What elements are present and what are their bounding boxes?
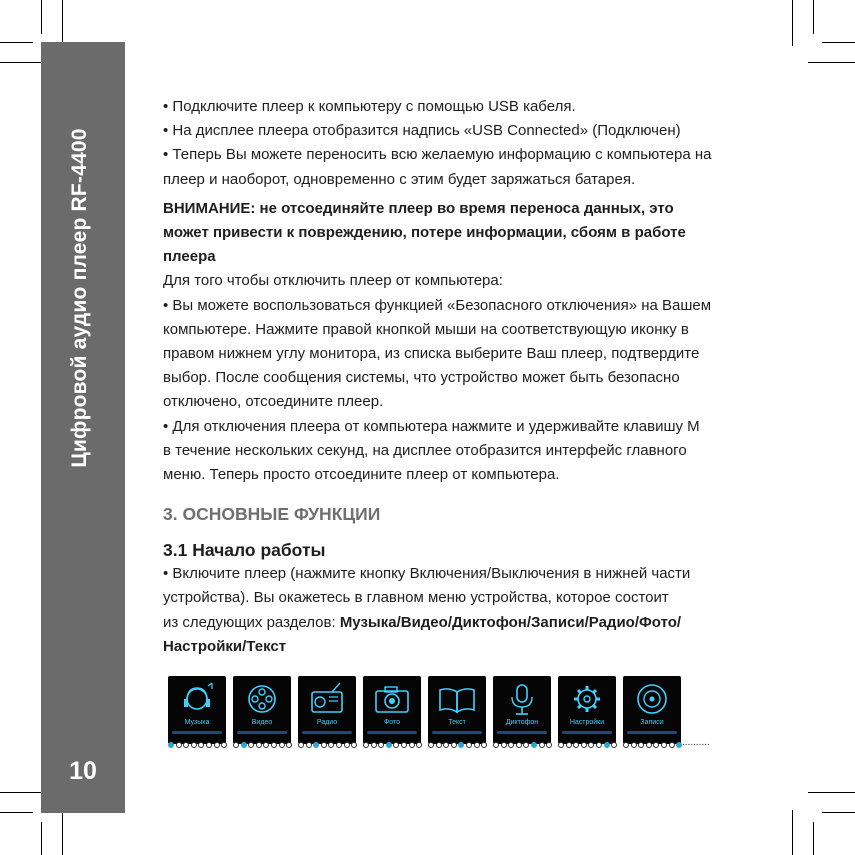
nav-dot (363, 742, 369, 748)
nav-dot (466, 742, 472, 748)
nav-dot (298, 742, 304, 748)
warning-text: ВНИМАНИЕ: не отсоединяйте плеер во время переноса данных, это (163, 199, 674, 217)
menu-tile-highlight (562, 731, 612, 734)
crop-mark (62, 0, 63, 46)
crop-mark (792, 0, 793, 46)
menu-tile-music (168, 676, 226, 744)
crop-mark (813, 822, 814, 855)
nav-dot (344, 742, 350, 748)
menu-tile-highlight (432, 731, 482, 734)
nav-dot (653, 742, 659, 748)
crop-mark (808, 62, 855, 63)
menu-tile-label: Фото (383, 719, 401, 726)
nav-dot (214, 742, 220, 748)
microphone-icon (493, 680, 551, 718)
nav-dot (401, 742, 407, 748)
nav-dot (393, 742, 399, 748)
paragraph: • Включите плеер (нажмите кнопку Включения/Выключения в нижней части (163, 565, 691, 583)
nav-dot (501, 742, 507, 748)
page-number: 10 (69, 757, 97, 785)
menu-tile-highlight (627, 731, 677, 734)
menu-tile-camera (363, 676, 421, 744)
crop-mark (0, 812, 33, 813)
nav-dot (661, 742, 667, 748)
paragraph: • На дисплее плеера отобразится надпись «USB Connected» (Подключен) (163, 122, 681, 140)
menu-tile-highlight (172, 731, 222, 734)
nav-dot (286, 742, 292, 748)
menu-tile-label: Настройки (569, 719, 605, 726)
nav-dot (458, 742, 464, 748)
nav-dot (183, 742, 189, 748)
book-icon (428, 680, 486, 718)
menu-tile-highlight (302, 731, 352, 734)
menu-tile-disc (623, 676, 681, 744)
nav-dot (386, 742, 392, 748)
paragraph: компьютере. Нажмите правой кнопкой мыши на соответствующую иконку в (163, 320, 689, 338)
crop-mark (0, 62, 46, 63)
menu-tile-radio (298, 676, 356, 744)
gear-icon (558, 680, 616, 718)
paragraph (163, 611, 763, 635)
nav-dot (176, 742, 182, 748)
crop-mark (822, 42, 855, 43)
crop-mark (0, 792, 46, 793)
paragraph: устройства). Вы окажетесь в главном меню устройства, которое состоит (163, 589, 669, 607)
menu-tile-label: Радио (316, 719, 338, 726)
paragraph: в течение нескольких секунд, на дисплее отобразится интерфейс главного (163, 441, 687, 459)
nav-dot (221, 742, 227, 748)
menu-tile-film-reel (233, 676, 291, 744)
section-heading: 3. ОСНОВНЫЕ ФУНКЦИИ (163, 504, 381, 525)
warning-text: может привести к повреждению, потере информации, сбоям в работе (163, 224, 686, 242)
menu-screens-strip (168, 676, 738, 756)
nav-dot (604, 742, 610, 748)
nav-dot (198, 742, 204, 748)
menu-tile-label: Текст (448, 719, 466, 726)
nav-dot (596, 742, 602, 748)
paragraph-text: из следующих разделов: (163, 613, 340, 631)
paragraph: • Подключите плеер к компьютеру с помощью USB кабеля. (163, 98, 576, 115)
crop-mark (62, 810, 63, 855)
nav-dot (573, 742, 579, 748)
nav-dot (638, 742, 644, 748)
nav-dot (631, 742, 637, 748)
nav-dot (493, 742, 499, 748)
nav-dot (611, 742, 617, 748)
nav-dot (436, 742, 442, 748)
nav-dot (306, 742, 312, 748)
film-reel-icon (233, 680, 291, 718)
crop-mark (813, 0, 814, 34)
nav-dot (206, 742, 212, 748)
menu-tile-label: Музыка (184, 719, 210, 726)
nav-dot (516, 742, 522, 748)
menu-tile-highlight (497, 731, 547, 734)
nav-dot (669, 742, 675, 748)
paragraph: Для того чтобы отключить плеер от компьютера: (163, 272, 503, 290)
disc-icon (623, 680, 681, 718)
nav-dot (233, 742, 239, 748)
nav-dot (623, 742, 629, 748)
nav-dot (321, 742, 327, 748)
nav-dot (546, 742, 552, 748)
menu-tile-microphone (493, 676, 551, 744)
camera-icon (363, 680, 421, 718)
menu-tile-highlight (367, 731, 417, 734)
trailing-dots: .......... (682, 737, 710, 748)
nav-dot (588, 742, 594, 748)
nav-dot (531, 742, 537, 748)
crop-mark (792, 810, 793, 855)
paragraph: отключено, отсоедините плеер. (163, 393, 384, 411)
paragraph: меню. Теперь просто отсоедините плеер от компьютера. (163, 466, 560, 484)
menu-tile-label: Диктофон (505, 719, 539, 726)
crop-mark (41, 822, 42, 855)
menu-tile-label: Записи (640, 719, 664, 726)
crop-mark (822, 812, 855, 813)
crop-mark (41, 0, 42, 34)
nav-dot (336, 742, 342, 748)
nav-dot (279, 742, 285, 748)
nav-dot (428, 742, 434, 748)
nav-dot (474, 742, 480, 748)
nav-dot (539, 742, 545, 748)
nav-dot (313, 742, 319, 748)
nav-dot (271, 742, 277, 748)
nav-dot (328, 742, 334, 748)
music-icon (168, 680, 226, 718)
nav-dot (581, 742, 587, 748)
menu-tile-highlight (237, 731, 287, 734)
nav-dot (443, 742, 449, 748)
nav-dot (508, 742, 514, 748)
nav-dot (416, 742, 422, 748)
paragraph: • Вы можете воспользоваться функцией «Безопасного отключения» на Вашем (163, 296, 712, 314)
crop-mark (0, 42, 33, 43)
nav-dot (451, 742, 457, 748)
paragraph: выбор. После сообщения системы, что устройство может быть безопасно (163, 369, 680, 387)
nav-dot (378, 742, 384, 748)
sidebar-title-text: Цифровой аудио плеер RF-4400 (68, 128, 91, 468)
main-content (163, 95, 763, 659)
nav-dot (263, 742, 269, 748)
menu-tile-gear (558, 676, 616, 744)
nav-dot (646, 742, 652, 748)
nav-dot (241, 742, 247, 748)
nav-dot (191, 742, 197, 748)
warning-text: плеера (163, 248, 216, 266)
paragraph: • Теперь Вы можете переносить всю желаемую информацию с компьютера на (163, 146, 712, 164)
nav-dot (351, 742, 357, 748)
crop-mark (808, 792, 855, 793)
paragraph: правом нижнем углу монитора, из списка выберите Ваш плеер, подтвердите (163, 345, 700, 363)
radio-icon (298, 680, 356, 718)
menu-sections-list: Настройки/Текст (163, 637, 287, 655)
nav-dot (566, 742, 572, 748)
nav-dot (481, 742, 487, 748)
paragraph: плеер и наоборот, одновременно с этим будет заряжаться батарея. (163, 170, 636, 188)
nav-dot (168, 742, 174, 748)
nav-dot (256, 742, 262, 748)
nav-dot (371, 742, 377, 748)
nav-dot (523, 742, 529, 748)
nav-dot (409, 742, 415, 748)
paragraph: • Для отключения плеера от компьютера нажмите и удерживайте клавишу M (163, 417, 700, 435)
nav-dot (248, 742, 254, 748)
subsection-heading: 3.1 Начало работы (163, 540, 326, 561)
menu-tile-book (428, 676, 486, 744)
menu-tile-label: Видео (251, 719, 273, 726)
menu-sections-list: Музыка/Видео/Диктофон/Записи/Радио/Фото/ (339, 613, 682, 631)
nav-dot (558, 742, 564, 748)
